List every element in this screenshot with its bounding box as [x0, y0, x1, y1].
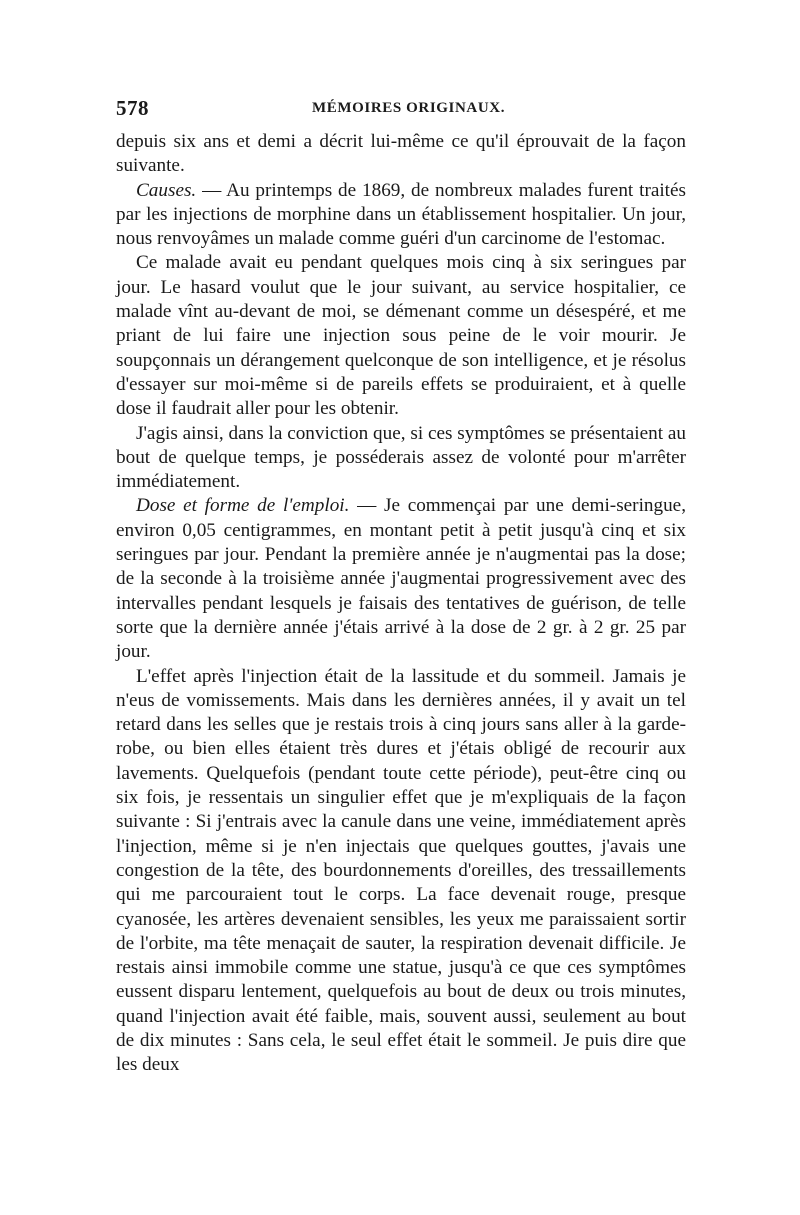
section-lead-causes: Causes. [136, 179, 197, 201]
paragraph-text: J'agis ainsi, dans la conviction que, si ces symptômes se présentaient au bout de quelque temps, je posséderais assez de volonté pour m'arrêter immédiatement. [116, 422, 686, 493]
page-header [116, 96, 686, 124]
paragraph-3 [116, 251, 686, 421]
paragraph-text: L'effet après l'injection était de la lassitude et du sommeil. Jamais je n'eus de vomissements. Mais dans les dernières années, il y avait un tel retard dans les selles que je restais trois à cinq jours sans aller à la garde-robe, ou bien elles étaient très dures et j'étais obligé de recourir aux lavements. Quelquefois (pendant toute cette période), peut-être cinq ou six fois, je ressentais un singulier effet que je m'expliquais de la façon suivante : Si j'entrais avec la canule dans une veine, immédiatement après l'injection, même si je n'en injectais que quelques gouttes, j'avais une congestion de la tête, des bourdonnements d'oreilles, des tressaillements qui me parcouraient tout le corps. La face devenait rouge, presque cyanosée, les artères devenaient sensibles, les yeux me paraissaient sortir de l'orbite, ma tête menaçait de sauter, la respiration devenait difficile. Je restais ainsi immobile comme une statue, jusqu'à ce que ces symptômes eussent disparu lentement, quelquefois au bout de deux ou trois minutes, quand l'injection avait été faible, mais, souvent aussi, seulement au bout de dix minutes : Sans cela, le seul effet était le sommeil. Je puis dire que les deux [116, 665, 686, 1076]
page-number: 578 [116, 96, 149, 120]
paragraph-4 [116, 422, 686, 495]
section-lead-dose: Dose et forme de l'emploi. [136, 495, 350, 517]
paragraph-dose [116, 494, 686, 664]
paragraph-causes [116, 179, 686, 252]
paragraph-text: Ce malade avait eu pendant quelques mois cinq à six seringues par jour. Le hasard voulut que le jour suivant, au service hospitalier, ce malade vînt au-devant de moi, se démenant comme un désespéré, et me priant de lui faire une injection sous peine de le voir mourir. Je soupçonnais un dérangement quelconque de son intelligence, et je résolus d'essayer sur moi-même si de pareils effets se produiraient, et à quelle dose il faudrait aller pour les obtenir. [116, 252, 686, 420]
running-title: MÉMOIRES ORIGINAUX. [312, 100, 506, 116]
paragraph-1 [116, 130, 686, 179]
body-text [116, 130, 686, 1078]
paragraph-6 [116, 665, 686, 1078]
paragraph-text: depuis six ans et demi a décrit lui-même ce qu'il éprouvait de la façon suivante. [116, 131, 686, 177]
paragraph-text: — Au printemps de 1869, de nombreux malades furent traités par les injections de morphine dans un établissement hospitalier. Un jour, nous renvoyâmes un malade comme guéri d'un carcinome de l'estomac. [116, 179, 686, 250]
paragraph-text: — Je commençai par une demi-seringue, environ 0,05 centigrammes, en montant petit à petit jusqu'à cinq et six seringues par jour. Pendant la première année je n'augmentai pas la dose; de la seconde à la troisième année j'augmentai progressivement avec des intervalles pendant lesquels je faisais des tentatives de guérison, de telle sorte que la dernière année j'étais arrivé à la dose de 2 gr. à 2 gr. 25 par jour. [116, 495, 686, 663]
